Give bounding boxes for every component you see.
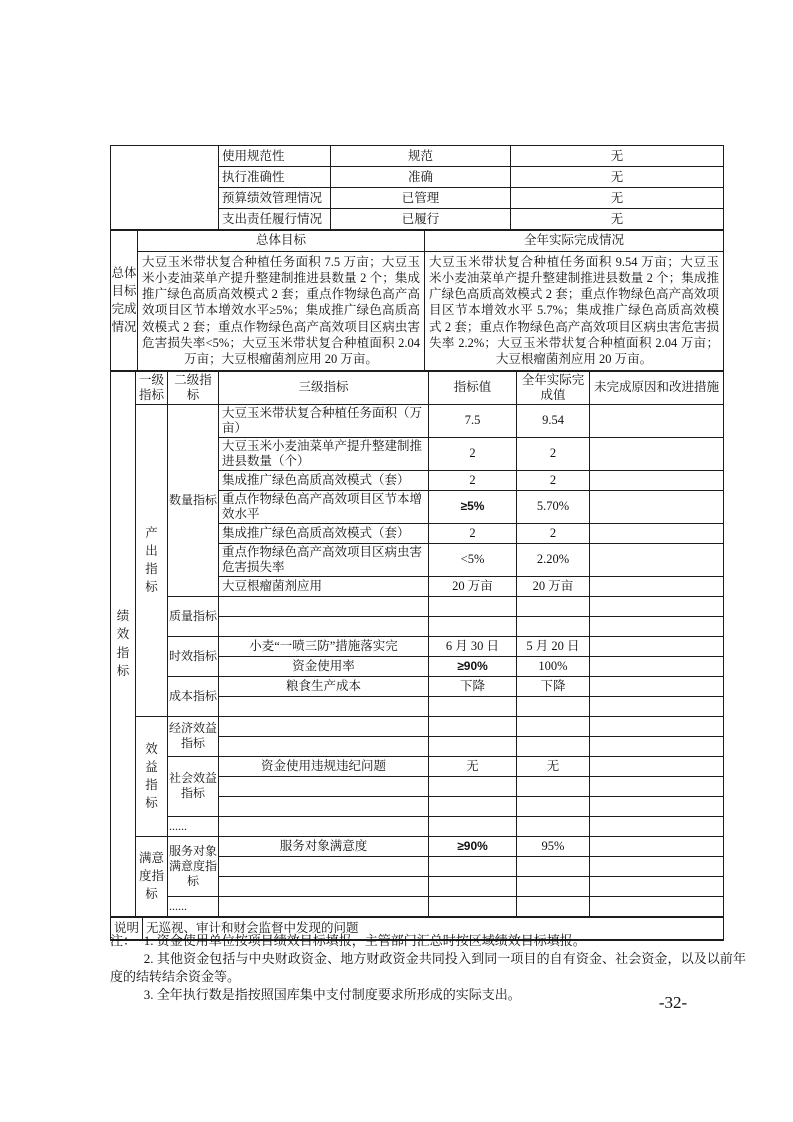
indicator-name: [219, 716, 429, 736]
reason-cell: [590, 437, 724, 470]
column-header-target: 指标值: [429, 371, 517, 405]
reason-cell: [590, 796, 724, 816]
actual-value: 9.54: [517, 404, 590, 437]
level2-ellipsis: ......: [168, 816, 219, 836]
level2-economic: 经济效益指标: [168, 716, 219, 756]
column-header-annual-actual: 全年实际完成情况: [425, 230, 724, 251]
target-value: 下降: [429, 676, 517, 696]
row-remark: 无: [511, 209, 724, 230]
indicator-name: 粮食生产成本: [219, 676, 429, 696]
reason-cell: [590, 696, 724, 716]
reason-cell: [590, 470, 724, 490]
level1-output: 产出指标: [136, 404, 168, 716]
actual-value: 95%: [517, 836, 590, 856]
footnote-2: 2. 其他资金包括与中央财政资金、地方财政资金共同投入到同一项目的自有资金、社会资金，以及以前年度的结转结余资金等。: [110, 951, 746, 984]
target-value: 20 万亩: [429, 576, 517, 596]
indicator-name: [219, 616, 429, 636]
indicator-name: 集成推广绿色高质高效模式（套）: [219, 523, 429, 543]
indicator-name: 资金使用率: [219, 656, 429, 676]
actual-value: 2: [517, 470, 590, 490]
actual-value: [517, 596, 590, 616]
actual-value: 2: [517, 437, 590, 470]
indicator-name: 重点作物绿色高产高效项目区病虫害危害损失率: [219, 543, 429, 576]
footnote-3: 3. 全年执行数是指按照国库集中支付制度要求所形成的实际支出。: [143, 987, 521, 1002]
footnote-1: 1. 资金使用单位按项目绩效目标填报，主管部门汇总时按区域绩效目标填报。: [143, 933, 586, 948]
row-value: 准确: [331, 167, 511, 188]
target-value: [429, 816, 517, 836]
row-label: 执行准确性: [219, 167, 331, 188]
reason-cell: [590, 576, 724, 596]
row-value: 已履行: [331, 209, 511, 230]
overall-side-label: 总体目标完成情况: [111, 230, 138, 370]
indicator-name: [219, 796, 429, 816]
target-value: 2: [429, 470, 517, 490]
actual-value: [517, 796, 590, 816]
reason-cell: [590, 736, 724, 756]
reason-cell: [590, 716, 724, 736]
row-value: 已管理: [331, 188, 511, 209]
carryover-empty-cell: [111, 146, 219, 230]
actual-value: [517, 696, 590, 716]
column-header-reason: 未完成原因和改进措施: [590, 371, 724, 405]
reason-cell: [590, 404, 724, 437]
row-remark: 无: [511, 146, 724, 167]
target-value: ≥90%: [429, 656, 517, 676]
remark-text: 无巡视、审计和财会监督中发现的问题: [143, 917, 724, 940]
actual-value: 无: [517, 756, 590, 776]
actual-value: 5 月 20 日: [517, 636, 590, 656]
reason-cell: [590, 756, 724, 776]
target-value: [429, 796, 517, 816]
level2-quantity: 数量指标: [168, 404, 219, 596]
actual-value: 20 万亩: [517, 576, 590, 596]
target-value: [429, 616, 517, 636]
indicator-name: 大豆根瘤菌剂应用: [219, 576, 429, 596]
row-label: 支出责任履行情况: [219, 209, 331, 230]
reason-cell: [590, 856, 724, 876]
reason-cell: [590, 523, 724, 543]
actual-value: [517, 716, 590, 736]
actual-value: 5.70%: [517, 490, 590, 523]
column-header-overall-goal: 总体目标: [138, 230, 425, 251]
level1-satisfaction: 满意度指标: [136, 836, 168, 916]
actual-value: [517, 616, 590, 636]
row-remark: 无: [511, 167, 724, 188]
column-header-actual: 全年实际完成值: [517, 371, 590, 405]
target-value: [429, 856, 517, 876]
reason-cell: [590, 816, 724, 836]
overall-goal-text: 大豆玉米带状复合种植任务面积 7.5 万亩；大豆玉米小麦油菜单产提升整建制推进县数量 2 个；集成推广绿色高质高效模式 2 套；重点作物绿色高产高效项目区节本增效水平≥5%；集成推广绿色高质高效模式 2 套；重点作物绿色高产高效项目区病虫害危害损失率<5%；大豆玉米带状复合种植面积 2.04 万亩；大豆根瘤菌剂应用 20 万亩。: [138, 251, 425, 370]
indicator-name: [219, 816, 429, 836]
actual-value: 下降: [517, 676, 590, 696]
reason-cell: [590, 876, 724, 896]
actual-value: 2.20%: [517, 543, 590, 576]
level2-ellipsis: ......: [168, 896, 219, 916]
row-remark: 无: [511, 188, 724, 209]
reason-cell: [590, 896, 724, 916]
indicator-name: 集成推广绿色高质高效模式（套）: [219, 470, 429, 490]
reason-cell: [590, 616, 724, 636]
actual-value: [517, 776, 590, 796]
indicator-name: [219, 896, 429, 916]
indicator-section: [110, 370, 724, 917]
target-value: 6 月 30 日: [429, 636, 517, 656]
indicator-name: 服务对象满意度: [219, 836, 429, 856]
target-value: ≥90%: [429, 836, 517, 856]
level2-social: 社会效益指标: [168, 756, 219, 816]
indicator-name: 资金使用违规违纪问题: [219, 756, 429, 776]
actual-value: 100%: [517, 656, 590, 676]
target-value: ≥5%: [429, 490, 517, 523]
level2-timeliness: 时效指标: [168, 636, 219, 676]
actual-value: [517, 876, 590, 896]
target-value: 7.5: [429, 404, 517, 437]
overall-goal-section: [110, 229, 724, 371]
target-value: 2: [429, 437, 517, 470]
reason-cell: [590, 636, 724, 656]
indicator-name: [219, 876, 429, 896]
target-value: [429, 776, 517, 796]
actual-value: [517, 896, 590, 916]
indicator-name: 重点作物绿色高产高效项目区节本增效水平: [219, 490, 429, 523]
target-value: [429, 876, 517, 896]
reason-cell: [590, 490, 724, 523]
actual-value: [517, 816, 590, 836]
row-value: 规范: [331, 146, 511, 167]
target-value: [429, 596, 517, 616]
level2-quality: 质量指标: [168, 596, 219, 636]
target-value: [429, 896, 517, 916]
target-value: [429, 716, 517, 736]
reason-cell: [590, 776, 724, 796]
performance-indicator-side-label: 绩效指标: [111, 371, 136, 917]
carryover-section: [110, 145, 724, 230]
indicator-name: 小麦“一喷三防”措施落实完: [219, 636, 429, 656]
reason-cell: [590, 676, 724, 696]
indicator-name: [219, 856, 429, 876]
level2-cost: 成本指标: [168, 676, 219, 716]
reason-cell: [590, 543, 724, 576]
target-value: 无: [429, 756, 517, 776]
reason-cell: [590, 596, 724, 616]
indicator-name: [219, 696, 429, 716]
remark-label: 说明: [111, 917, 143, 940]
indicator-name: 大豆玉米带状复合种植任务面积（万亩）: [219, 404, 429, 437]
performance-report-table: [110, 145, 723, 941]
footnotes-label: 注：: [110, 933, 137, 948]
row-label: 使用规范性: [219, 146, 331, 167]
indicator-name: [219, 596, 429, 616]
column-header-level1: 一级指标: [136, 371, 168, 405]
level1-benefit: 效益指标: [136, 716, 168, 836]
reason-cell: [590, 656, 724, 676]
actual-value: [517, 856, 590, 876]
reason-cell: [590, 836, 724, 856]
indicator-name: 大豆玉米小麦油菜单产提升整建制推进县数量（个）: [219, 437, 429, 470]
row-label: 预算绩效管理情况: [219, 188, 331, 209]
column-header-level3: 三级指标: [219, 371, 429, 405]
indicator-name: [219, 776, 429, 796]
indicator-name: [219, 736, 429, 756]
target-value: [429, 696, 517, 716]
annual-actual-text: 大豆玉米带状复合种植任务面积 9.54 万亩；大豆玉米小麦油菜单产提升整建制推进县数量 2 个；集成推广绿色高质高效模式 2 套；重点作物绿色高产高效项目区节本增效水平 5.7%；集成推广绿色高质高效模式 2 套；重点作物绿色高产高效项目区病虫害危害损失率 2.2%；大豆玉米带状复合种植面积 2.04 万亩；大豆根瘤菌剂应用 20 万亩。: [425, 251, 724, 370]
actual-value: 2: [517, 523, 590, 543]
actual-value: [517, 736, 590, 756]
target-value: <5%: [429, 543, 517, 576]
target-value: [429, 736, 517, 756]
target-value: 2: [429, 523, 517, 543]
column-header-level2: 二级指标: [168, 371, 219, 405]
page-number: -32-: [658, 993, 688, 1012]
level2-service-satisfaction: 服务对象满意度指标: [168, 836, 219, 896]
